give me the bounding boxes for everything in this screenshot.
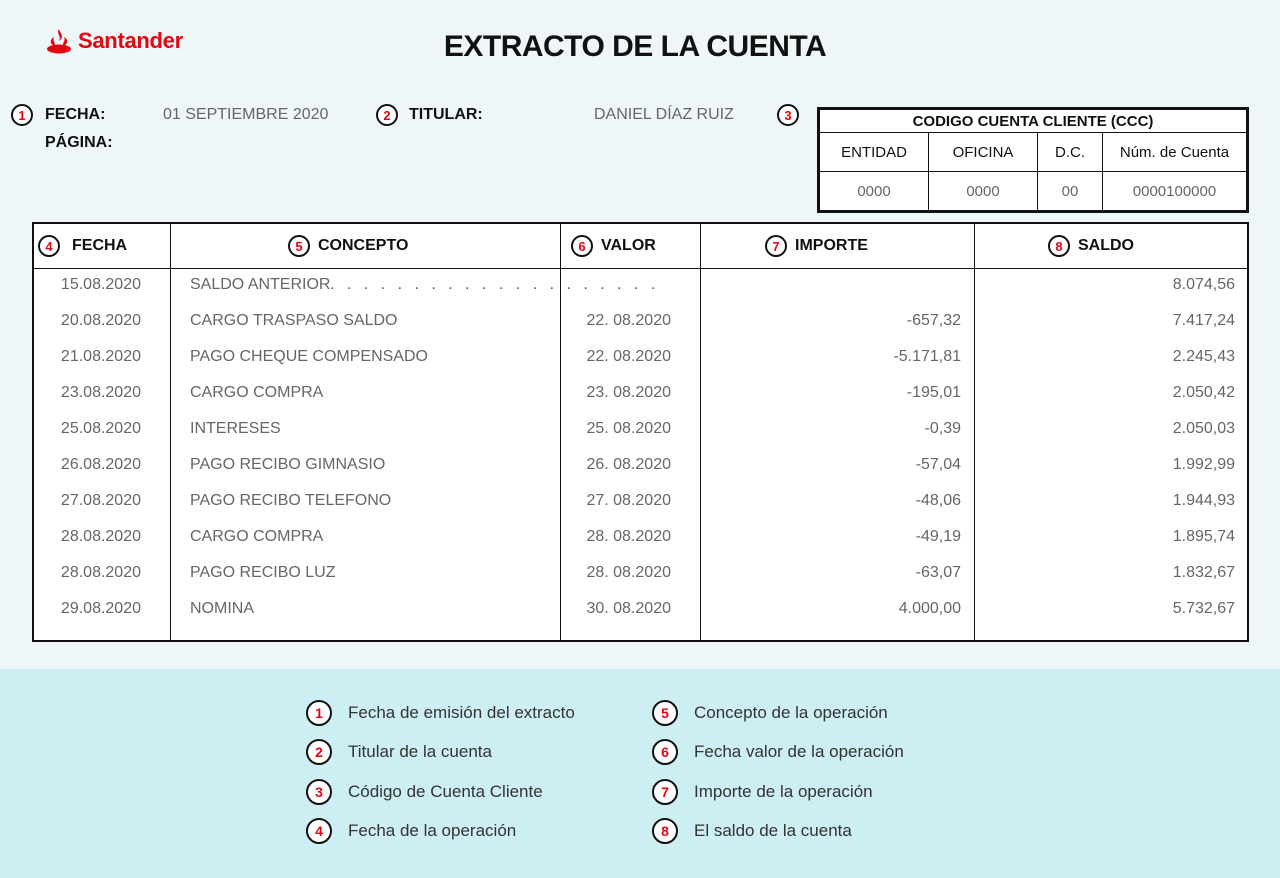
legend-item-3 bbox=[306, 779, 543, 805]
legend-text: Importe de la operación bbox=[694, 782, 873, 801]
pagina-label: PÁGINA: bbox=[45, 134, 113, 151]
row-saldo: 2.245,43 bbox=[1172, 348, 1235, 365]
legend-item-2 bbox=[306, 739, 492, 765]
row-fecha: 20.08.2020 bbox=[60, 312, 141, 329]
row-importe: -63,07 bbox=[915, 564, 961, 581]
legend-item-1 bbox=[306, 700, 575, 726]
header-concepto bbox=[288, 224, 408, 268]
legend-text: Fecha valor de la operación bbox=[694, 742, 904, 761]
row-concepto: PAGO RECIBO TELEFONO bbox=[190, 492, 392, 509]
column-divider bbox=[974, 224, 975, 640]
row-importe: 4.000,00 bbox=[898, 600, 961, 617]
row-importe: -0,39 bbox=[924, 420, 961, 437]
badge-4: 4 bbox=[38, 235, 60, 257]
row-valor: 23. 08.2020 bbox=[586, 384, 671, 401]
titular-label: TITULAR: bbox=[409, 106, 483, 123]
badge-2: 2 bbox=[376, 104, 398, 126]
badge-8: 8 bbox=[1048, 235, 1070, 257]
row-dots: . . . . . . . . . . . . . . . . . . . . bbox=[330, 276, 660, 293]
row-concepto: CARGO COMPRA bbox=[190, 528, 324, 545]
header-concepto-label: CONCEPTO bbox=[318, 237, 409, 254]
header-importe-label: IMPORTE bbox=[795, 237, 868, 254]
row-importe: -57,04 bbox=[915, 456, 961, 473]
row-saldo: 5.732,67 bbox=[1172, 600, 1235, 617]
legend-item-6 bbox=[652, 739, 904, 765]
badge-6: 6 bbox=[652, 739, 678, 765]
fecha-value: 01 SEPTIEMBRE 2020 bbox=[163, 106, 329, 123]
badge-3: 3 bbox=[777, 104, 799, 126]
badge-3: 3 bbox=[306, 779, 332, 805]
titular-value: DANIEL DÍAZ RUIZ bbox=[594, 106, 734, 123]
row-concepto: INTERESES bbox=[190, 420, 281, 437]
ccc-cuenta-value: 0000100000 bbox=[1103, 172, 1247, 211]
legend-text: Concepto de la operación bbox=[694, 703, 888, 722]
legend-item-8 bbox=[652, 818, 852, 844]
row-valor: 28. 08.2020 bbox=[586, 564, 671, 581]
row-saldo: 8.074,56 bbox=[1172, 276, 1235, 293]
row-fecha: 23.08.2020 bbox=[60, 384, 141, 401]
ccc-col-entidad: ENTIDAD bbox=[820, 133, 929, 172]
row-valor: 22. 08.2020 bbox=[586, 312, 671, 329]
badge-7: 7 bbox=[765, 235, 787, 257]
legend-text: El saldo de la cuenta bbox=[694, 821, 852, 840]
row-fecha: 29.08.2020 bbox=[60, 600, 141, 617]
legend-text: Titular de la cuenta bbox=[348, 742, 492, 761]
column-divider bbox=[700, 224, 701, 640]
row-fecha: 21.08.2020 bbox=[60, 348, 141, 365]
row-valor: 30. 08.2020 bbox=[586, 600, 671, 617]
ccc-col-cuenta: Núm. de Cuenta bbox=[1103, 133, 1247, 172]
row-concepto: CARGO TRASPASO SALDO bbox=[190, 312, 398, 329]
row-saldo: 2.050,42 bbox=[1172, 384, 1235, 401]
header-fecha-label: FECHA bbox=[72, 237, 128, 254]
badge-1: 1 bbox=[306, 700, 332, 726]
row-valor: 28. 08.2020 bbox=[586, 528, 671, 545]
badge-5: 5 bbox=[288, 235, 310, 257]
ccc-dc-value: 00 bbox=[1038, 172, 1103, 211]
header-divider bbox=[34, 268, 1247, 269]
transactions-table bbox=[32, 222, 1249, 642]
row-concepto: CARGO COMPRA bbox=[190, 384, 324, 401]
row-importe: -657,32 bbox=[906, 312, 961, 329]
row-fecha: 28.08.2020 bbox=[60, 564, 141, 581]
row-saldo: 1.944,93 bbox=[1172, 492, 1235, 509]
page-title: EXTRACTO DE LA CUENTA bbox=[443, 30, 827, 63]
row-fecha: 26.08.2020 bbox=[60, 456, 141, 473]
header-valor bbox=[571, 224, 656, 268]
row-fecha: 25.08.2020 bbox=[60, 420, 141, 437]
row-importe: -48,06 bbox=[915, 492, 961, 509]
row-concepto: PAGO CHEQUE COMPENSADO bbox=[190, 348, 428, 365]
badge-5: 5 bbox=[652, 700, 678, 726]
ccc-col-oficina: OFICINA bbox=[929, 133, 1038, 172]
row-valor: 27. 08.2020 bbox=[586, 492, 671, 509]
header-valor-label: VALOR bbox=[601, 237, 656, 254]
badge-1: 1 bbox=[11, 104, 33, 126]
badge-8: 8 bbox=[652, 818, 678, 844]
header-fecha bbox=[38, 224, 127, 268]
badge-6: 6 bbox=[571, 235, 593, 257]
row-saldo: 1.832,67 bbox=[1172, 564, 1235, 581]
legend-panel bbox=[0, 669, 1280, 878]
legend-item-4 bbox=[306, 818, 516, 844]
row-saldo: 2.050,03 bbox=[1172, 420, 1235, 437]
row-valor: 22. 08.2020 bbox=[586, 348, 671, 365]
brand-name: Santander bbox=[78, 28, 183, 53]
row-fecha: 28.08.2020 bbox=[60, 528, 141, 545]
row-valor: 26. 08.2020 bbox=[586, 456, 671, 473]
ccc-title: CODIGO CUENTA CLIENTE (CCC) bbox=[820, 110, 1247, 133]
legend-item-7 bbox=[652, 779, 873, 805]
header-saldo-label: SALDO bbox=[1078, 237, 1134, 254]
row-saldo: 1.895,74 bbox=[1172, 528, 1235, 545]
row-concepto: NOMINA bbox=[190, 600, 254, 617]
legend-text: Fecha de la operación bbox=[348, 821, 517, 840]
legend-item-5 bbox=[652, 700, 888, 726]
badge-4: 4 bbox=[306, 818, 332, 844]
header-saldo bbox=[1048, 224, 1134, 268]
badge-2: 2 bbox=[306, 739, 332, 765]
row-saldo: 1.992,99 bbox=[1172, 456, 1235, 473]
row-concepto: PAGO RECIBO LUZ bbox=[190, 564, 336, 581]
row-importe: -49,19 bbox=[915, 528, 961, 545]
row-concepto: PAGO RECIBO GIMNASIO bbox=[190, 456, 386, 473]
row-fecha: 27.08.2020 bbox=[60, 492, 141, 509]
badge-7: 7 bbox=[652, 779, 678, 805]
row-fecha: 15.08.2020 bbox=[60, 276, 141, 293]
row-saldo: 7.417,24 bbox=[1172, 312, 1235, 329]
ccc-col-dc: D.C. bbox=[1038, 133, 1103, 172]
header-importe bbox=[765, 224, 868, 268]
legend-text: Fecha de emisión del extracto bbox=[348, 703, 575, 722]
column-divider bbox=[170, 224, 171, 640]
row-valor: 25. 08.2020 bbox=[586, 420, 671, 437]
ccc-oficina-value: 0000 bbox=[929, 172, 1038, 211]
legend-text: Código de Cuenta Cliente bbox=[348, 782, 543, 801]
row-importe: -5.171,81 bbox=[893, 348, 961, 365]
row-importe: -195,01 bbox=[906, 384, 961, 401]
ccc-box bbox=[817, 107, 1249, 213]
row-concepto: SALDO ANTERIOR bbox=[190, 276, 331, 293]
ccc-entidad-value: 0000 bbox=[820, 172, 929, 211]
fecha-label: FECHA: bbox=[45, 106, 106, 123]
